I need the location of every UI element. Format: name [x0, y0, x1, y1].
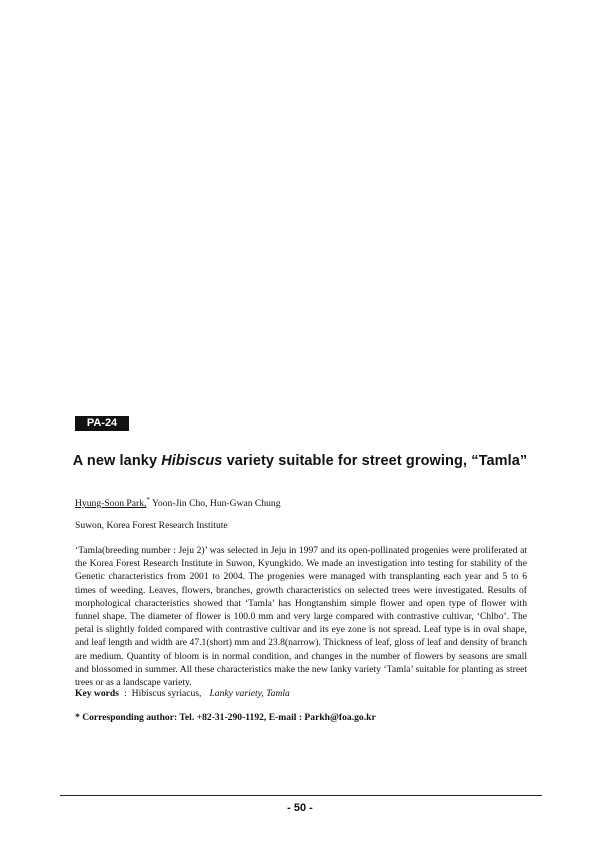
title-genus: Hibiscus: [161, 453, 223, 469]
co-authors: Yoon-Jin Cho, Hun-Gwan Chung: [149, 498, 281, 510]
corresponding-author-info: * Corresponding author: Tel. +82-31-290-1192, E-mail : Parkh@foa.go.kr: [75, 712, 376, 723]
keywords-separator: :: [123, 688, 127, 699]
session-badge: PA-24: [75, 416, 129, 431]
footer-divider: [60, 795, 542, 796]
presenting-author: Hyung-Soon Park,: [75, 498, 147, 510]
title-suffix: variety suitable for street growing, “Tamla”: [222, 453, 528, 469]
paper-title: [60, 453, 540, 469]
keyword-primary: Hibiscus syriacus,: [131, 688, 202, 699]
keywords-label: Key words: [75, 688, 119, 699]
page-number: - 50 -: [287, 802, 313, 814]
author-list: [75, 496, 281, 509]
affiliation: Suwon, Korea Forest Research Institute: [75, 520, 228, 531]
keyword-secondary: Lanky variety, Tamla: [209, 688, 290, 699]
title-prefix: A new lanky: [72, 453, 162, 469]
corresponding-marker: *: [146, 496, 150, 504]
abstract-body: ‘Tamla(breeding number : Jeju 2)’ was selected in Jeju in 1997 and its open-pollinated progenies were proliferated at the Korea Forest Research Institute in Suwon, Kyungkido. We made an investigation into testing for stability of the Genetic characteristics from 2001 to 2004. The progenies were managed with transplanting each year and 5 to 6 times of weeding. Leaves, flowers, branches, growth characteristics on selected trees were investigated. Results of morphological characteristics showed that ‘Tamla’ has Hongtanshim simple flower and open type of flower with funnel shape. The diameter of flower is 100.0 mm and very large compared with contrastive cultivar, ‘Chlbo’. The petal is slightly folded compared with contrastive cultivar and its eye zone is not spread. Leaf type is in oval shape, and leaf length and width are 47.1(short) mm and 23.8(narrow). Thickness of leaf, gloss of leaf and density of branch are medium. Quantity of bloom is in normal condition, and changes in the number of flowers by seasons are small and blossomed in summer. All these characteristics make the new lanky variety ‘Tamla’ suitable for planting as street trees or as a landscape variety.: [75, 545, 527, 689]
keywords-line: [75, 688, 290, 699]
